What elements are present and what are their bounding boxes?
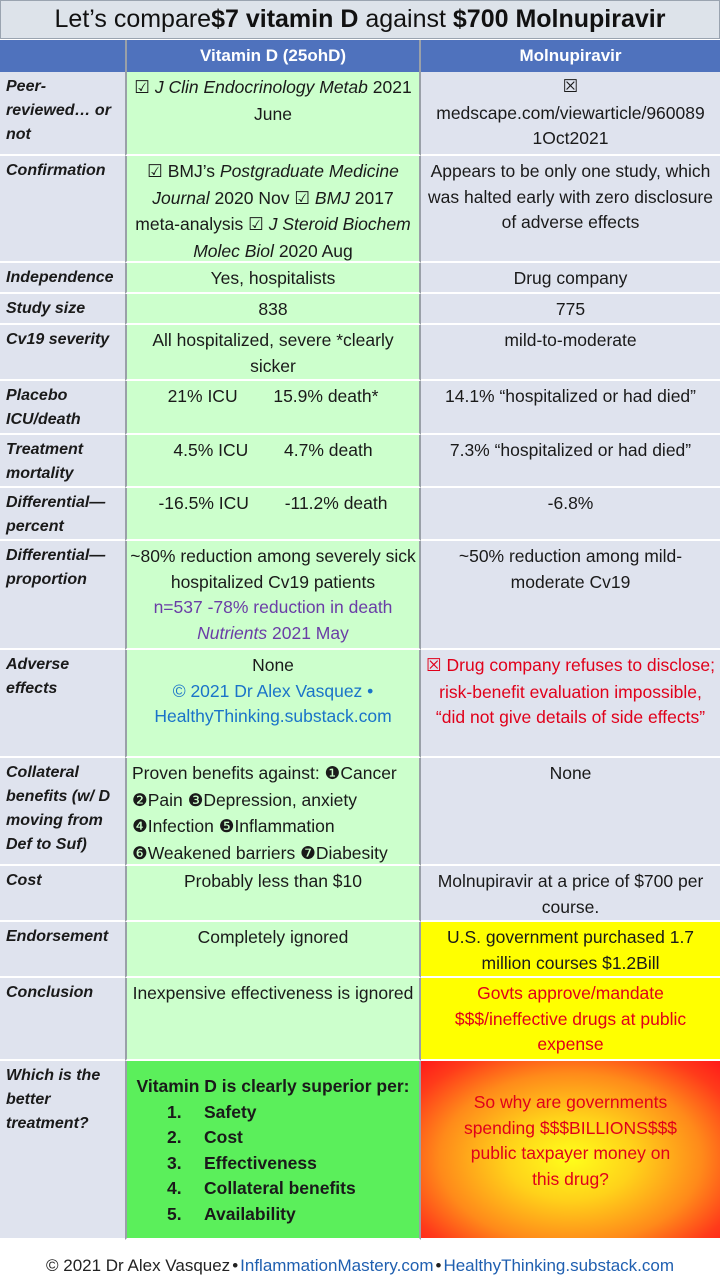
cell-mo-independence: Drug company <box>421 263 720 294</box>
cell-mo-endorsement: U.S. government purchased 1.7 million courses $1.2Bill <box>421 922 720 978</box>
row-label-severity: Cv19 severity <box>0 325 125 381</box>
footer-copyright: © 2021 Dr Alex Vasquez <box>45 1255 231 1275</box>
cell-mo-conclusion: Govts approve/mandate $$$/ineffective drugs at public expense <box>421 978 720 1061</box>
number-5-icon: ❺ <box>218 817 235 837</box>
row-label-diff-percent: Differential—percent <box>0 488 125 541</box>
row-label-which: Which is the better treatment? <box>0 1061 125 1240</box>
title-part1: Let’s compare <box>54 5 212 33</box>
which-list <box>130 1100 416 1228</box>
vd-diff-proportion-text: ~80% reduction among severely sick hospitalized Cv19 patients <box>130 546 416 592</box>
row-label-treatment: Treatment mortality <box>0 435 125 488</box>
benefit-item: Pain <box>147 789 183 810</box>
page-title <box>0 0 720 39</box>
row-label-conclusion: Conclusion <box>0 978 125 1061</box>
cell-mo-severity: mild-to-moderate <box>421 325 720 381</box>
x-box-icon: ☒ <box>562 77 579 97</box>
row-label-study-size: Study size <box>0 294 125 325</box>
cell-mo-study-size: 775 <box>421 294 720 325</box>
cell-vd-confirmation <box>125 156 421 263</box>
list-item: 1. Safety <box>167 1101 257 1122</box>
header-blank <box>0 40 125 72</box>
number-4-icon: ❹ <box>132 817 148 837</box>
benefit-item: Cancer <box>340 763 397 783</box>
row-label-adverse: Adverse effects <box>0 650 125 758</box>
cell-vd-treatment <box>125 435 421 488</box>
cell-vd-conclusion: Inexpensive effectiveness is ignored <box>125 978 421 1061</box>
number-2-icon: ❷ <box>132 790 148 811</box>
list-item: 3. Effectiveness <box>167 1152 317 1173</box>
vd-treatment-death: 4.7% death <box>284 440 373 460</box>
cell-vd-cost: Probably less than $10 <box>125 866 421 922</box>
number-7-icon: ❼ <box>300 843 316 864</box>
list-item: 4. Collateral benefits <box>167 1178 356 1198</box>
vd-diff-proportion-date: 2021 May <box>272 622 349 643</box>
footer-link-healthythinking[interactable]: HealthyThinking.substack.com <box>443 1255 674 1275</box>
vd-adverse-text: None <box>252 655 294 675</box>
row-label-collateral: Collateral benefits (w/ D moving from Def to Suf) <box>0 758 125 866</box>
vd-peer-journal: J Clin Endocrinology Metab <box>154 77 368 97</box>
cell-mo-diff-proportion: ~50% reduction among mild-moderate Cv19 <box>421 541 720 650</box>
header-molnupiravir: Molnupiravir <box>421 40 720 72</box>
cell-vd-adverse <box>125 650 421 758</box>
cell-vd-severity: All hospitalized, severe *clearly sicker <box>125 325 421 381</box>
cell-vd-independence: Yes, hospitalists <box>125 263 421 294</box>
conf-j3: J Steroid Biochem Molec Biol <box>193 214 411 261</box>
number-6-icon: ❻ <box>132 843 148 864</box>
row-label-cost: Cost <box>0 866 125 922</box>
cell-vd-study-size: 838 <box>125 294 421 325</box>
number-1-icon: ❶ <box>324 764 341 784</box>
mo-peer-url: medscape.com/viewarticle/960089 <box>436 102 705 123</box>
header-vitamin-d: Vitamin D (25ohD) <box>125 40 421 72</box>
x-box-icon: ☒ <box>425 656 442 676</box>
row-label-peer: Peer-reviewed… or not <box>0 72 125 156</box>
list-item: 5. Availability <box>167 1203 296 1224</box>
cell-mo-treatment: 7.3% “hospitalized or had died” <box>421 435 720 488</box>
cell-mo-peer <box>421 72 720 156</box>
vd-adverse-site: HealthyThinking.substack.com <box>154 706 392 726</box>
check-icon: ☑ <box>147 162 163 182</box>
conf-j1-pre: BMJ’s <box>167 161 216 181</box>
conf-j3-date: 2020 Aug <box>278 240 353 261</box>
cell-vd-endorsement: Completely ignored <box>125 922 421 978</box>
footer-separator: • <box>232 1255 239 1275</box>
cell-vd-diff-percent <box>125 488 421 541</box>
mo-peer-date: 1Oct2021 <box>532 128 609 148</box>
row-label-placebo: Placebo ICU/death <box>0 381 125 435</box>
check-icon: ☑ <box>294 188 311 209</box>
collateral-intro: Proven benefits against: <box>132 763 320 783</box>
row-label-confirmation: Confirmation <box>0 156 125 263</box>
cell-vd-placebo <box>125 381 421 435</box>
benefit-item: Infection <box>147 816 214 836</box>
row-label-diff-proportion: Differential—proportion <box>0 541 125 650</box>
footer-separator: • <box>435 1255 442 1275</box>
conf-j1: Postgraduate Medicine Journal <box>152 161 399 208</box>
cell-mo-collateral: None <box>421 758 720 866</box>
benefit-item: Inflammation <box>234 816 335 836</box>
number-3-icon: ❸ <box>187 790 204 811</box>
which-heading: Vitamin D is clearly superior per: <box>136 1076 410 1096</box>
title-part2: against <box>358 5 453 33</box>
cell-mo-which: So why are governments spending $$$BILLIONS$$$ public taxpayer money on this drug? <box>421 1061 720 1240</box>
row-label-independence: Independence <box>0 263 125 294</box>
benefit-item: Weakened barriers <box>147 842 296 863</box>
cell-vd-collateral <box>125 758 421 866</box>
vd-treatment-icu: 4.5% ICU <box>173 440 249 460</box>
cell-mo-cost: Molnupiravir at a price of $700 per course. <box>421 866 720 922</box>
list-item: 2. Cost <box>167 1127 243 1147</box>
conf-j2: BMJ <box>314 187 350 208</box>
cell-mo-confirmation: Appears to be only one study, which was halted early with zero disclosure of adverse effects <box>421 156 720 263</box>
footer-link-inflammation[interactable]: InflammationMastery.com <box>240 1255 434 1275</box>
benefit-item: Diabesity <box>315 842 388 863</box>
vd-placebo-icu: 21% ICU <box>167 386 238 406</box>
vd-diff-proportion-note: n=537 -78% reduction in death <box>153 597 393 617</box>
vd-diff-death: -11.2% death <box>284 493 388 513</box>
vd-diff-proportion-journal: Nutrients <box>197 622 268 643</box>
title-price2: $700 Molnupiravir <box>452 5 666 33</box>
title-price1: $7 vitamin D <box>211 5 359 33</box>
cell-vd-peer <box>125 72 421 156</box>
footer <box>0 1251 720 1280</box>
cell-vd-which <box>125 1061 421 1240</box>
mo-adverse-text: Drug company refuses to disclose; risk-benefit evaluation impossible, “did not give details of side effects” <box>435 655 716 727</box>
cell-mo-diff-percent: -6.8% <box>421 488 720 541</box>
vd-placebo-death: 15.9% death* <box>273 386 379 406</box>
benefit-item: Depression, anxiety <box>203 789 358 810</box>
vd-diff-icu: -16.5% ICU <box>158 493 249 513</box>
conf-j1-date: 2020 Nov <box>214 187 290 208</box>
check-icon: ☑ <box>248 215 264 235</box>
check-icon: ☑ <box>134 78 150 98</box>
cell-vd-diff-proportion <box>125 541 421 650</box>
vd-adverse-credit: © 2021 Dr Alex Vasquez • <box>172 680 374 701</box>
conf-j2-text: 2017 meta-analysis <box>135 187 394 234</box>
vd-peer-date: 2021 June <box>254 77 412 124</box>
cell-mo-adverse <box>421 650 720 758</box>
row-label-endorsement: Endorsement <box>0 922 125 978</box>
cell-mo-placebo: 14.1% “hospitalized or had died” <box>421 381 720 435</box>
